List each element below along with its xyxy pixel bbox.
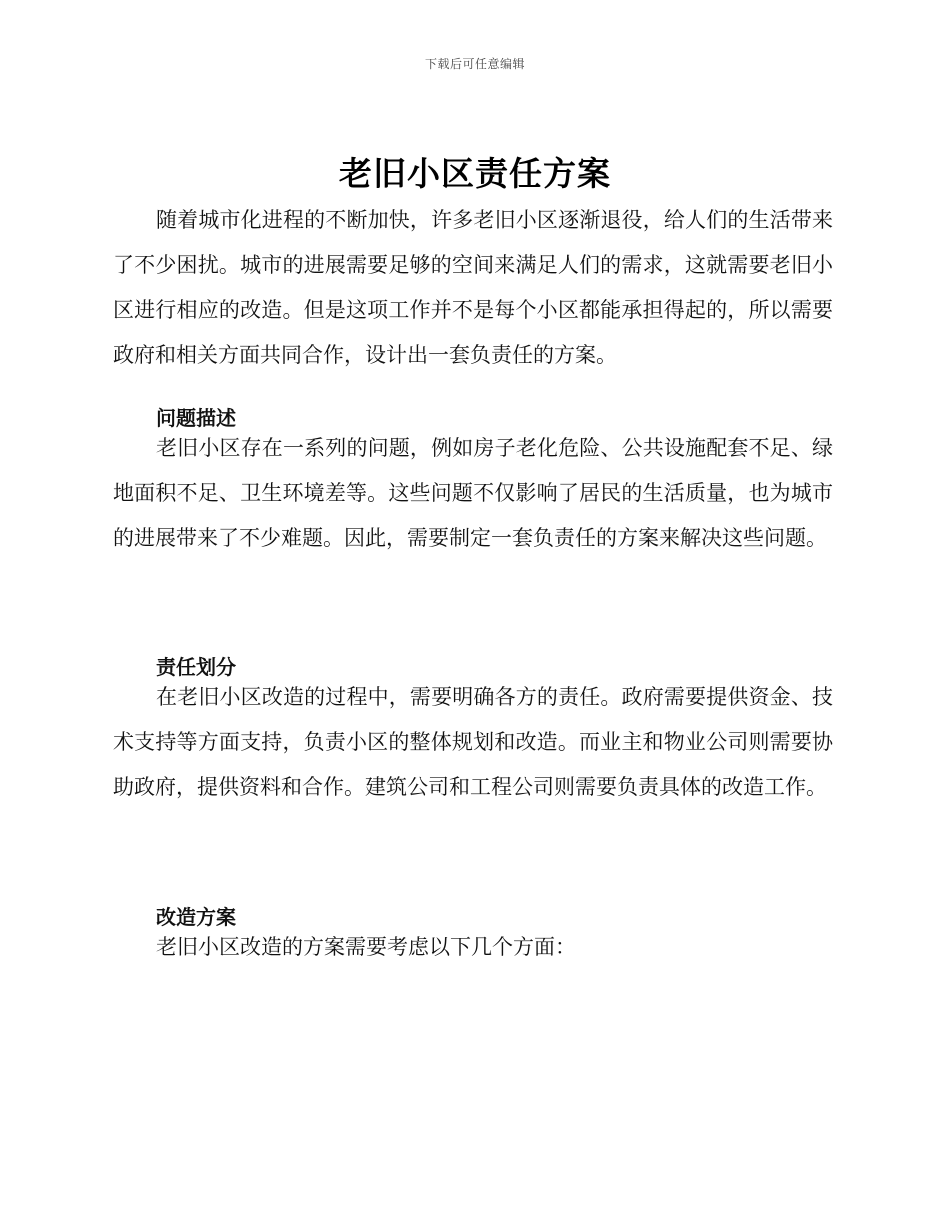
header-note: 下载后可任意编辑 — [424, 57, 525, 71]
document-title: 老旧小区责任方案 — [339, 154, 611, 193]
section-heading-plan: 改造方案 — [156, 905, 236, 929]
section-paragraph-responsibility: 在老旧小区改造的过程中，需要明确各方的责任。政府需要提供资金、技术支持等方面支持，负责小区的整体规划和改造。而业主和物业公司则需要协助政府，提供资料和合作。建筑公司和工程公司则需要负责具体的改造工作。 — [113, 685, 833, 799]
section-paragraph-problem: 老旧小区存在一系列的问题，例如房子老化危险、公共设施配套不足、绿地面积不足、卫生环境差等。这些问题不仅影响了居民的生活质量，也为城市的进展带来了不少难题。因此，需要制定一套负责任的方案来解决这些问题。 — [113, 436, 833, 550]
section-paragraph-plan: 老旧小区改造的方案需要考虑以下几个方面： — [156, 935, 576, 959]
section-heading-problem: 问题描述 — [156, 406, 236, 430]
intro-paragraph: 随着城市化进程的不断加快，许多老旧小区逐渐退役，给人们的生活带来了不少困扰。城市的进展需要足够的空间来满足人们的需求，这就需要老旧小区进行相应的改造。但是这项工作并不是每个小区都能承担得起的，所以需要政府和相关方面共同合作，设计出一套负责任的方案。 — [113, 208, 833, 367]
section-heading-responsibility: 责任划分 — [156, 655, 236, 679]
